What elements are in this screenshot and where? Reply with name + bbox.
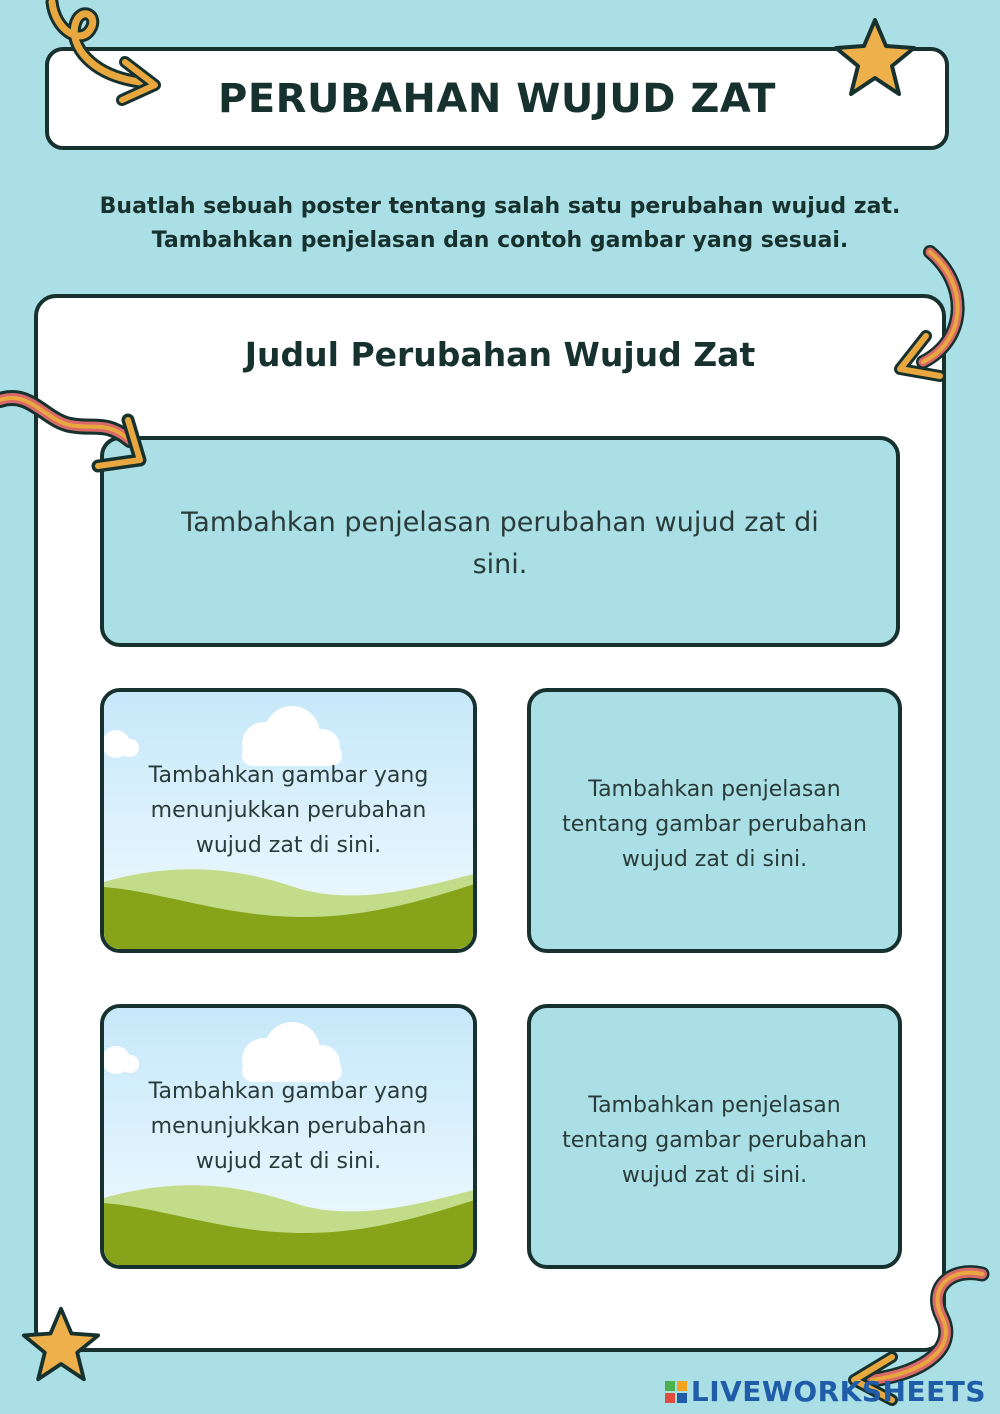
- star-icon: [832, 16, 918, 98]
- brand-text: LIVEWORKSHEETS: [690, 1375, 986, 1408]
- description-box-2[interactable]: [527, 1004, 902, 1269]
- wave-arrow-icon: [0, 380, 160, 495]
- page-title: PERUBAHAN WUJUD ZAT: [218, 75, 776, 122]
- swirl-arrow-icon: [30, 0, 170, 115]
- title-banner: [45, 47, 949, 150]
- instructions: [60, 190, 940, 258]
- image-box-2[interactable]: [100, 1004, 477, 1269]
- liveworksheets-brand[interactable]: [665, 1375, 986, 1408]
- explanation-box[interactable]: [100, 436, 900, 647]
- explanation-placeholder: Tambahkan penjelasan perubahan wujud zat di sini.: [181, 507, 819, 580]
- instructions-line-2: Tambahkan penjelasan dan contoh gambar yang sesuai.: [151, 228, 849, 253]
- liveworksheets-logo-icon: [665, 1381, 687, 1403]
- curved-arrow-icon: [888, 244, 978, 386]
- image-placeholder-2: Tambahkan gambar yang menunjukkan perubahan wujud zat di sini.: [148, 1079, 429, 1174]
- image-placeholder-1: Tambahkan gambar yang menunjukkan perubahan wujud zat di sini.: [148, 763, 429, 858]
- instructions-line-1: Buatlah sebuah poster tentang salah satu perubahan wujud zat.: [99, 194, 901, 219]
- image-box-1[interactable]: [100, 688, 477, 953]
- description-placeholder-1: Tambahkan penjelasan tentang gambar perubahan wujud zat di sini.: [562, 777, 867, 872]
- description-placeholder-2: Tambahkan penjelasan tentang gambar perubahan wujud zat di sini.: [562, 1093, 867, 1188]
- star-icon: [20, 1304, 102, 1384]
- description-box-1[interactable]: [527, 688, 902, 953]
- poster-heading[interactable]: Judul Perubahan Wujud Zat: [244, 335, 756, 374]
